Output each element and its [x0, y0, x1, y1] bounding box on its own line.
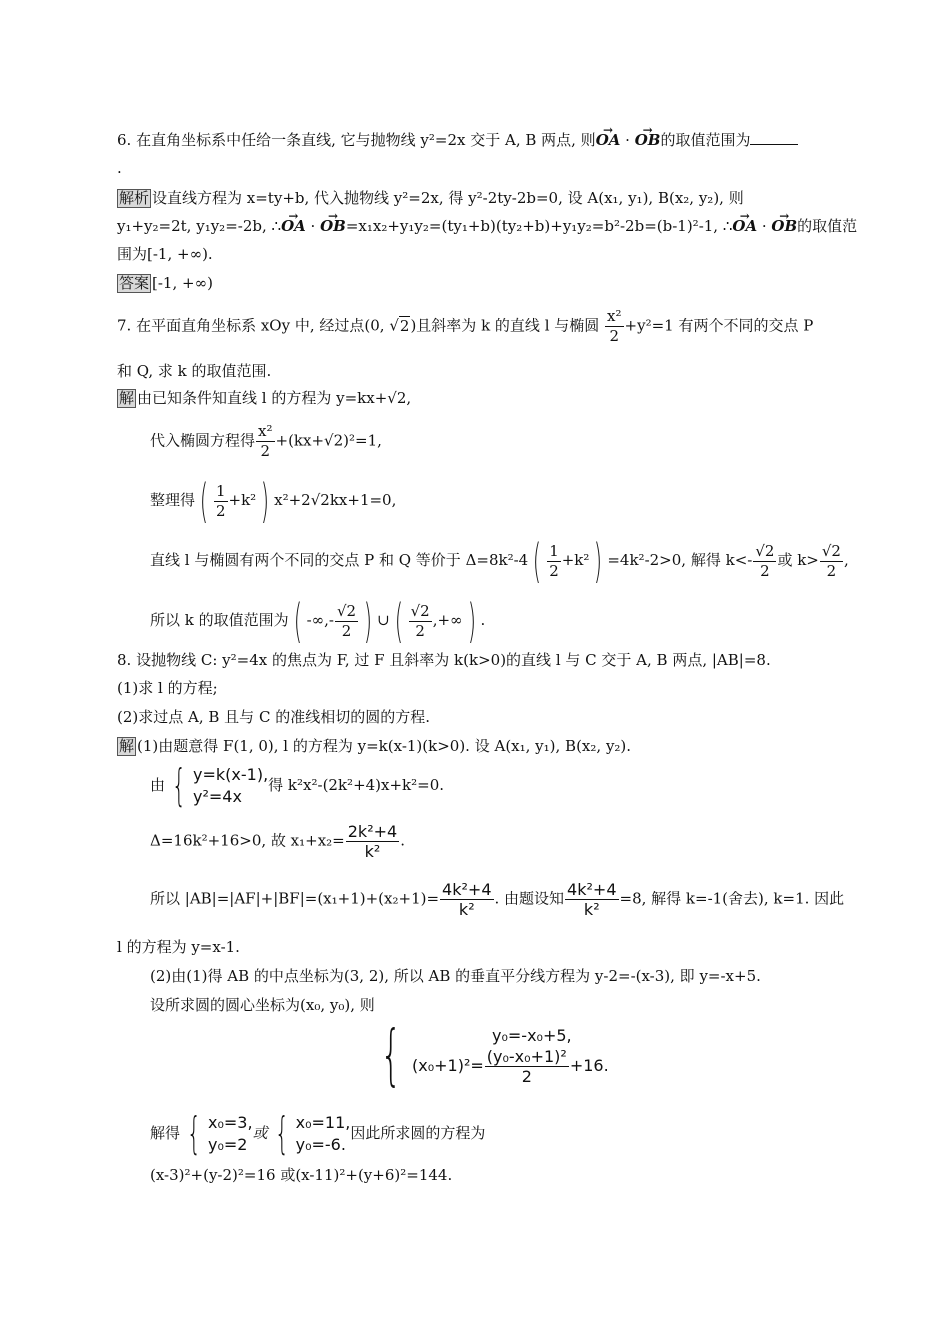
q7-sol-line3	[150, 474, 397, 528]
solution-1	[208, 1112, 253, 1156]
q8-sol-line9	[150, 1108, 486, 1159]
frac-den: k²	[583, 900, 600, 919]
frac-den: 2	[341, 621, 352, 640]
q8-sol-text-2: 由	[150, 776, 166, 794]
dot-operator: ·	[757, 217, 772, 235]
frac-num: 4k²+4	[567, 880, 617, 899]
q7-half	[547, 542, 561, 581]
frac-num: √2	[821, 541, 841, 560]
vector-ob: → OB	[635, 130, 661, 150]
frac-num: √2	[337, 601, 357, 620]
equation-system	[412, 1025, 609, 1086]
left-paren: (	[293, 594, 302, 648]
q7-sol-line5	[150, 594, 486, 648]
root2-over-2	[753, 542, 776, 581]
q8-sol-line4	[150, 880, 844, 919]
frac-den: 2	[415, 621, 425, 640]
q8-sol-text-9: 解得	[150, 1124, 181, 1142]
system-eq-1: y=k(x-1),	[193, 765, 269, 784]
q7-fraction	[605, 307, 623, 346]
q7-sol-fraction	[256, 422, 274, 461]
q6-stem-text: 6. 在直角坐标系中任给一条直线, 它与抛物线 y²=2x 交于 A, B 两点, 则	[117, 131, 596, 149]
q7-sol-text-1: 由已知条件知直线 l 的方程为 y=kx+√2,	[137, 389, 412, 407]
q7-sol-line1	[117, 388, 411, 408]
right-paren: )	[594, 534, 603, 588]
left-brace: {	[380, 1016, 402, 1093]
q7-half	[214, 482, 228, 521]
left-brace: {	[172, 760, 187, 811]
q7-sol-text-2b: +(kx+√2)²=1,	[275, 431, 382, 450]
q8-sol-line7: 设所求圆的圆心坐标为(x₀, y₀), 则	[150, 996, 375, 1014]
answer-blank	[750, 144, 798, 145]
analysis-text-2a: y₁+y₂=2t, y₁y₂=-2b, ∴	[117, 217, 282, 235]
solution-tag: 解	[119, 737, 135, 755]
left-paren: (	[394, 594, 403, 648]
frac-den: k²	[364, 842, 381, 861]
q8-sol-text-4c: =8, 解得 k=-1(舍去), k=1. 因此	[619, 889, 845, 908]
union-symbol: ∪	[377, 611, 390, 629]
analysis-text-1: 设直线方程为 x=ty+b, 代入抛物线 y²=2x, 得 y²-2ty-2b=0, 设 A(x₁, y₁), B(x₂, y₂), 则	[152, 189, 744, 207]
q8-fraction-sum	[346, 822, 399, 861]
frac-num: x²	[258, 422, 273, 440]
answer-text: [-1, +∞)	[152, 274, 213, 292]
frac-num: (y₀-x₀+1)²	[486, 1046, 567, 1066]
q8-part2: (2)求过点 A, B 且与 C 的准线相切的圆的方程.	[117, 708, 430, 726]
frac-den: 2	[521, 1066, 532, 1086]
q8-fraction-ab	[440, 880, 493, 919]
q6-analysis-line1	[117, 188, 744, 208]
q7-stem-post: +y²=1 有两个不同的交点 P	[624, 316, 814, 335]
k-squared: +k²	[228, 491, 257, 509]
q6-analysis-line2	[117, 216, 857, 236]
q7-stem-line2: 和 Q, 求 k 的取值范围.	[117, 362, 272, 380]
q8-sol-text-1: (1)由题意得 F(1, 0), l 的方程为 y=k(x-1)(k>0). 设 A(x₁, y₁), B(x₂, y₂).	[137, 737, 632, 755]
q7-stem-pre: 7. 在平面直角坐标系 xOy 中, 经过点(0,	[117, 316, 385, 335]
dot-operator: ·	[620, 131, 635, 149]
q8-part1: (1)求 l 的方程;	[117, 679, 218, 697]
root2-over-2	[335, 602, 358, 641]
left-paren: (	[533, 534, 542, 588]
q8-fraction-ab	[565, 880, 618, 919]
frac-den: k²	[458, 900, 475, 919]
q7-sol-text-2: 代入椭圆方程得	[150, 431, 256, 450]
q8-sol-text-4: 所以 |AB|=|AF|+|BF|=(x₁+1)+(x₂+1)=	[150, 889, 440, 908]
x0-value: x₀=11,	[295, 1113, 351, 1132]
q7-root: 2	[399, 316, 410, 335]
left-brace: {	[274, 1108, 289, 1159]
eq-rhs: +16.	[569, 1055, 609, 1075]
q7-sol-text-4b: =4k²-2>0, 解得 k<-	[607, 551, 753, 569]
q8-sol-line2	[150, 760, 445, 811]
period: .	[400, 831, 405, 850]
q8-final-answer: (x-3)²+(y-2)²=16 或(x-11)²+(y+6)²=144.	[150, 1166, 453, 1184]
sqrt-symbol: √	[389, 316, 399, 335]
q8-system-2	[370, 1016, 609, 1093]
q6-answer	[117, 273, 213, 293]
q7-sol-text-3b: x²+2√2kx+1=0,	[274, 491, 397, 509]
q6-period: .	[117, 159, 122, 177]
q8-fraction-circle	[485, 1047, 569, 1086]
y0-value: y₀=2	[208, 1135, 248, 1154]
frac-num: 1	[549, 541, 559, 560]
frac-num: 2k²+4	[347, 822, 398, 841]
q8-sol-line5: l 的方程为 y=x-1.	[117, 938, 240, 956]
dot-operator: ·	[305, 217, 321, 235]
vector-oa: → OA	[596, 130, 621, 150]
k-squared: +k²	[561, 551, 590, 569]
y0-value: y₀=-6.	[295, 1135, 346, 1154]
system-eq-2	[412, 1047, 609, 1086]
frac-num: √2	[410, 601, 430, 620]
frac-num: √2	[755, 541, 775, 560]
q7-sol-line2	[150, 422, 382, 461]
system-eq-1: y₀=-x₀+5,	[492, 1025, 572, 1045]
right-paren: )	[364, 594, 373, 648]
q8-sol-text-9b: 因此所求圆的方程为	[350, 1124, 486, 1142]
interval-right: ,+∞	[432, 611, 463, 629]
frac-den: 2	[760, 561, 770, 580]
or-text: 或	[252, 1124, 268, 1142]
root2-over-2	[820, 542, 843, 581]
analysis-text-2b: =x₁x₂+y₁y₂=(ty₁+b)(ty₂+b)+y₁y₂=b²-2b=(b-1)²-1, ∴	[345, 217, 733, 235]
eq-lhs: (x₀+1)²=	[412, 1055, 484, 1075]
left-paren: (	[199, 474, 209, 528]
vector-oa: → OA	[732, 216, 757, 236]
q7-stem	[117, 307, 813, 346]
frac-num: 1	[215, 481, 226, 500]
answer-tag: 答案	[119, 274, 150, 292]
frac-den: 2	[215, 501, 226, 520]
left-brace: {	[187, 1108, 202, 1159]
analysis-text-2c: 的取值范	[797, 217, 858, 235]
q6-stem-post: 的取值范围为	[660, 131, 751, 149]
period: .	[480, 611, 486, 629]
system-eq-2: y²=4x	[193, 787, 242, 806]
q7-frac-den: 2	[609, 327, 620, 345]
q6-stem	[117, 130, 798, 150]
q7-stem-mid: )且斜率为 k 的直线 l 与椭圆	[410, 316, 600, 335]
q6-analysis-line3: 围为[-1, +∞).	[117, 245, 213, 263]
frac-den: 2	[826, 561, 837, 580]
solution-tag: 解	[119, 389, 135, 407]
frac-den: 2	[549, 561, 559, 580]
vector-oa: → OA	[281, 216, 306, 236]
q8-stem: 8. 设抛物线 C: y²=4x 的焦点为 F, 过 F 且斜率为 k(k>0)的直线 l 与 C 交于 A, B 两点, |AB|=8.	[117, 651, 771, 669]
vector-ob: → OB	[771, 216, 797, 236]
q7-sol-text-3: 整理得	[150, 491, 196, 509]
interval-left: -∞,-	[306, 611, 334, 629]
q7-frac-num: x²	[607, 307, 622, 325]
frac-num: 4k²+4	[442, 880, 492, 899]
q8-sol-line1	[117, 736, 631, 756]
analysis-tag: 解析	[119, 189, 150, 207]
equation-system	[193, 764, 268, 808]
root2-over-2	[409, 602, 432, 641]
q8-sol-text-4b: . 由题设知	[494, 889, 565, 908]
q8-sol-line6: (2)由(1)得 AB 的中点坐标为(3, 2), 所以 AB 的垂直平分线方程为 y-2=-(x-3), 即 y=-x+5.	[150, 967, 761, 985]
q8-sol-line3	[150, 822, 405, 861]
solution-2	[296, 1112, 351, 1156]
q7-sol-text-5: 所以 k 的取值范围为	[150, 611, 289, 629]
x0-value: x₀=3,	[208, 1113, 253, 1132]
or-text: 或 k>	[777, 551, 819, 569]
vector-ob: → OB	[320, 216, 346, 236]
q8-sol-text-2b: 得 k²x²-(2k²+4)x+k²=0.	[268, 776, 445, 794]
comma: ,	[843, 551, 849, 569]
q7-sol-text-4: 直线 l 与椭圆有两个不同的交点 P 和 Q 等价于 Δ=8k²-4	[150, 551, 529, 569]
right-paren: )	[467, 594, 476, 648]
q8-sol-text-3: Δ=16k²+16>0, 故 x₁+x₂=	[150, 831, 345, 850]
right-paren: )	[261, 474, 270, 528]
frac-den: 2	[260, 442, 271, 460]
q7-sol-line4	[150, 534, 849, 588]
